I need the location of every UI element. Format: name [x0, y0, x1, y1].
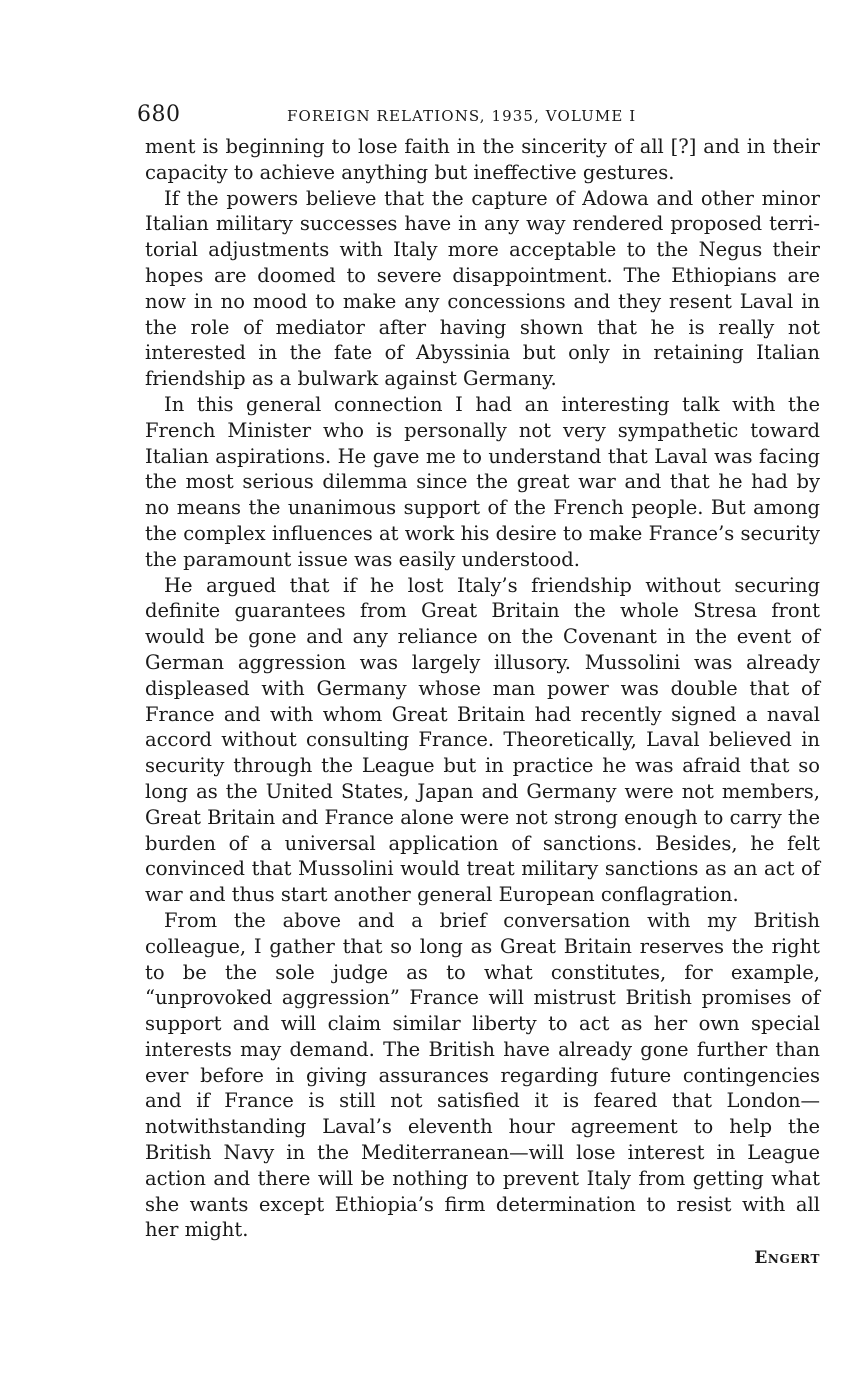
paragraph: He argued that if he lost Italy’s friendship without securing definite guarantees from Great Britain the whole Stresa front would be gone and any reliance on the Covenant in the event of German aggression was largely illusory. Mussolini was already displeased with Germany whose man power was double that of France and with whom Great Britain had recently signed a naval accord without consulting France. Theoretically, Laval believed in security through the League but in practice he was afraid that so long as the United States, Japan and Germany were not members, Great Britain and France alone were not strong enough to carry the burden of a universal application of sanctions. Besides, he felt convinced that Mussolini would treat military sanctions as an act of war and thus start another general European conflagration.: [145, 573, 820, 907]
paragraph-continued: ment is beginning to lose faith in the sincerity of all [?] and in their capacity to achieve anything but ineffective gestures.: [145, 135, 820, 184]
running-head-title: FOREIGN RELATIONS, 1935, VOLUME I: [287, 107, 637, 125]
body-text: [145, 134, 820, 1243]
document-page: [137, 100, 820, 1269]
paragraph: If the powers believe that the capture of Adowa and other minor Italian military successes have in any way rendered proposed territorial adjustments with Italy more acceptable to the Negus their hopes are doomed to severe disappointment. The Ethiopians are now in no mood to make any concessions and they resent Laval in the role of mediator after having shown that he is really not interested in the fate of Abyssinia but only in retaining Italian friendship as a bulwark against Germany.: [145, 186, 820, 391]
page-number: 680: [137, 102, 181, 127]
running-head: [137, 100, 820, 134]
signature: Engert: [754, 1248, 820, 1269]
paragraph: In this general connection I had an interesting talk with the French Minister who is personally not very sympathetic toward Italian aspirations. He gave me to understand that Laval was facing the most serious dilemma since the great war and that he had by no means the unanimous support of the French people. But among the complex influences at work his desire to make France’s security the paramount issue was easily understood.: [145, 392, 820, 571]
paragraph: From the above and a brief conversation with my British colleague, I gather that so long as Great Britain reserves the right to be the sole judge as to what constitutes, for example, “unprovoked aggression” France will mistrust British promises of support and will claim similar liberty to act as her own special interests may demand. The British have already gone further than ever before in giving assurances regarding future contingencies and if France is still not satisfied it is feared that London—notwithstanding Laval’s eleventh hour agreement to help the British Navy in the Mediterranean—will lose interest in League action and there will be nothing to prevent Italy from getting what she wants except Ethiopia’s firm determination to resist with all her might.: [145, 908, 820, 1242]
